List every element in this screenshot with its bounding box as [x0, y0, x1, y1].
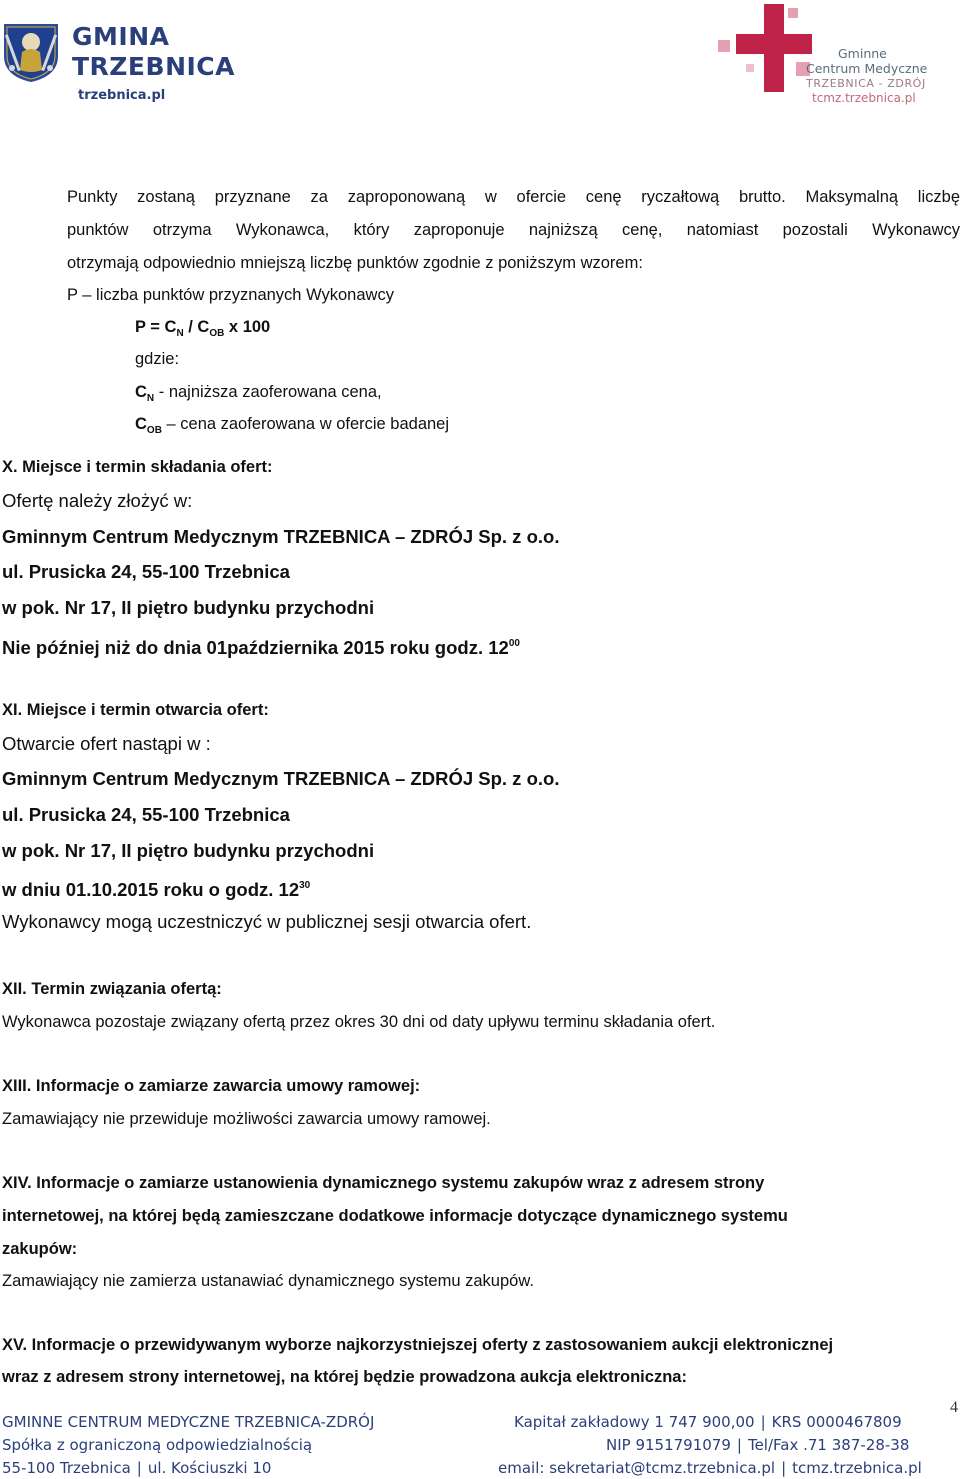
gmina-name-line1: GMINA — [72, 22, 170, 51]
formula — [135, 317, 270, 344]
section-xv-heading-1 — [2, 1335, 833, 1355]
gdzie-label: gdzie: — [135, 350, 180, 368]
section-xii-text: Wykonawca pozostaje związany ofertą przez okres 30 dni od daty upływu terminu składania ofert. — [2, 1013, 716, 1031]
gcm-url[interactable]: tcmz.trzebnica.pl — [812, 91, 916, 105]
section-xi-note: Wykonawcy mogą uczestniczyć w publicznej sesji otwarcia ofert. — [2, 911, 532, 932]
footer-separator-3: | — [736, 1436, 742, 1454]
section-xv-heading-2: wraz z adresem strony internetowej, na której będzie prowadzona aukcja elektroniczna: — [2, 1368, 687, 1386]
section-xiv-number: XIV. — [2, 1174, 32, 1192]
footer-site[interactable]: tcmz.trzebnica.pl — [792, 1459, 922, 1477]
section-xi-date — [2, 876, 310, 900]
footer-capital: Kapitał zakładowy 1 747 900,00 — [514, 1413, 755, 1431]
section-xv-number: XV. — [2, 1336, 28, 1354]
section-xiii-number: XIII. — [2, 1077, 32, 1095]
section-xiii-text: Zamawiający nie przewiduje możliwości zawarcia umowy ramowej. — [2, 1110, 491, 1128]
section-xiv-title-1: Informacje o zamiarze ustanowienia dynamicznego systemu zakupów wraz z adresem strony — [31, 1174, 765, 1192]
formula-times: x 100 — [224, 318, 271, 336]
formula-p-eq: P = C — [135, 318, 177, 336]
cob-symbol: C — [135, 415, 147, 433]
section-x-deadline — [2, 634, 520, 658]
section-x-deadline-minutes: 00 — [508, 638, 520, 649]
section-xiii-heading — [2, 1076, 420, 1096]
section-xii-title: Termin związania ofertą: — [26, 980, 222, 998]
section-xiv-heading-2: internetowej, na której będą zamieszczane dodatkowe informacje dotyczące dynamicznego systemu — [2, 1207, 788, 1225]
footer-tel: Tel/Fax .71 387-28-38 — [747, 1436, 910, 1454]
section-x-address-2: ul. Prusicka 24, 55-100 Trzebnica — [2, 561, 290, 582]
section-xi-date-text: w dniu 01.10.2015 roku o godz. 12 — [2, 879, 300, 900]
footer-separator-4: | — [781, 1459, 787, 1477]
intro-line-3: otrzymają odpowiednio mniejszą liczbę punktów zgodnie z poniższym wzorem: — [67, 254, 643, 272]
formula-sub-ob: OB — [209, 328, 225, 339]
gcm-line1: Gminne — [838, 46, 887, 61]
cob-definition — [135, 414, 449, 441]
footer-separator-2: | — [760, 1413, 766, 1431]
gcm-line2: Centrum Medyczne — [806, 61, 928, 76]
section-x-deadline-text: Nie później niż do dnia 01października 2015 roku godz. 12 — [2, 637, 509, 658]
footer-web — [498, 1459, 922, 1477]
section-xi-date-minutes: 30 — [299, 880, 311, 891]
intro-line-2: punktów otrzyma Wykonawca, który zaproponuje najniższą cenę, natomiast pozostali Wykonawcy — [67, 221, 960, 239]
footer-separator: | — [136, 1459, 142, 1477]
gcm-line3: TRZEBNICA - ZDRÓJ — [806, 77, 926, 90]
footer-email[interactable]: email: sekretariat@tcmz.trzebnica.pl — [498, 1459, 776, 1477]
footer-city: 55-100 Trzebnica — [2, 1459, 131, 1477]
footer-address — [2, 1459, 271, 1477]
footer-nip: NIP 9151791079 — [606, 1436, 731, 1454]
section-xi-heading: XI. Miejsce i termin otwarcia ofert: — [2, 701, 269, 719]
section-x-intro: Ofertę należy złożyć w: — [2, 490, 193, 511]
section-xiv-heading-3: zakupów: — [2, 1240, 78, 1258]
section-xi-address-3: w pok. Nr 17, II piętro budynku przychodni — [2, 840, 375, 861]
cn-sub: N — [146, 393, 155, 404]
gmina-name — [72, 22, 235, 82]
intro-line-4: P – liczba punktów przyznanych Wykonawcy — [67, 286, 394, 304]
section-x-address-1: Gminnym Centrum Medycznym TRZEBNICA – ZDRÓJ Sp. z o.o. — [2, 526, 560, 547]
footer-street: ul. Kościuszki 10 — [147, 1459, 272, 1477]
section-xi-address-2: ul. Prusicka 24, 55-100 Trzebnica — [2, 804, 290, 825]
formula-sub-n: N — [176, 328, 184, 339]
section-xi-intro: Otwarcie ofert nastąpi w : — [2, 733, 211, 754]
section-xi-address-1: Gminnym Centrum Medycznym TRZEBNICA – ZDRÓJ Sp. z o.o. — [2, 768, 560, 789]
cn-text: - najniższa zaoferowana cena, — [154, 383, 382, 401]
section-xiv-text: Zamawiający nie zamierza ustanawiać dynamicznego systemu zakupów. — [2, 1272, 534, 1290]
section-x-heading: X. Miejsce i termin składania ofert: — [2, 458, 273, 476]
medical-cross-logo — [712, 4, 816, 92]
footer-legal-form: Spółka z ograniczoną odpowiedzialnością — [2, 1436, 313, 1454]
section-x-address-3: w pok. Nr 17, II piętro budynku przychodni — [2, 597, 375, 618]
footer-company: GMINNE CENTRUM MEDYCZNE TRZEBNICA-ZDRÓJ — [2, 1413, 375, 1431]
footer-registry — [514, 1413, 902, 1431]
gmina-name-line2: TRZEBNICA — [72, 52, 235, 81]
cob-sub: OB — [146, 425, 162, 436]
gcm-logo-text — [806, 46, 927, 106]
footer-contact — [606, 1436, 909, 1454]
section-xii-heading — [2, 979, 222, 999]
section-xv-title-1: Informacje o przewidywanym wyborze najkorzystniejszej oferty z zastosowaniem aukcji elektronicznej — [27, 1336, 834, 1354]
letterhead — [0, 0, 960, 120]
section-xii-number: XII. — [2, 980, 27, 998]
footer-krs: KRS 0000467809 — [771, 1413, 902, 1431]
cob-text: – cena zaoferowana w ofercie badanej — [161, 415, 450, 433]
cn-definition — [135, 382, 382, 409]
intro-line-1: Punkty zostaną przyznane za zaproponowaną w ofercie cenę ryczałtową brutto. Maksymalną liczbę — [67, 188, 960, 206]
cn-symbol: C — [135, 383, 147, 401]
section-xiii-title: Informacje o zamiarze zawarcia umowy ramowej: — [31, 1077, 421, 1095]
formula-slash: / C — [183, 318, 210, 336]
gmina-url[interactable]: trzebnica.pl — [78, 88, 166, 103]
gmina-crest-logo — [2, 22, 60, 84]
page-number: 4 — [950, 1399, 958, 1416]
section-xiv-heading-1 — [2, 1173, 764, 1193]
